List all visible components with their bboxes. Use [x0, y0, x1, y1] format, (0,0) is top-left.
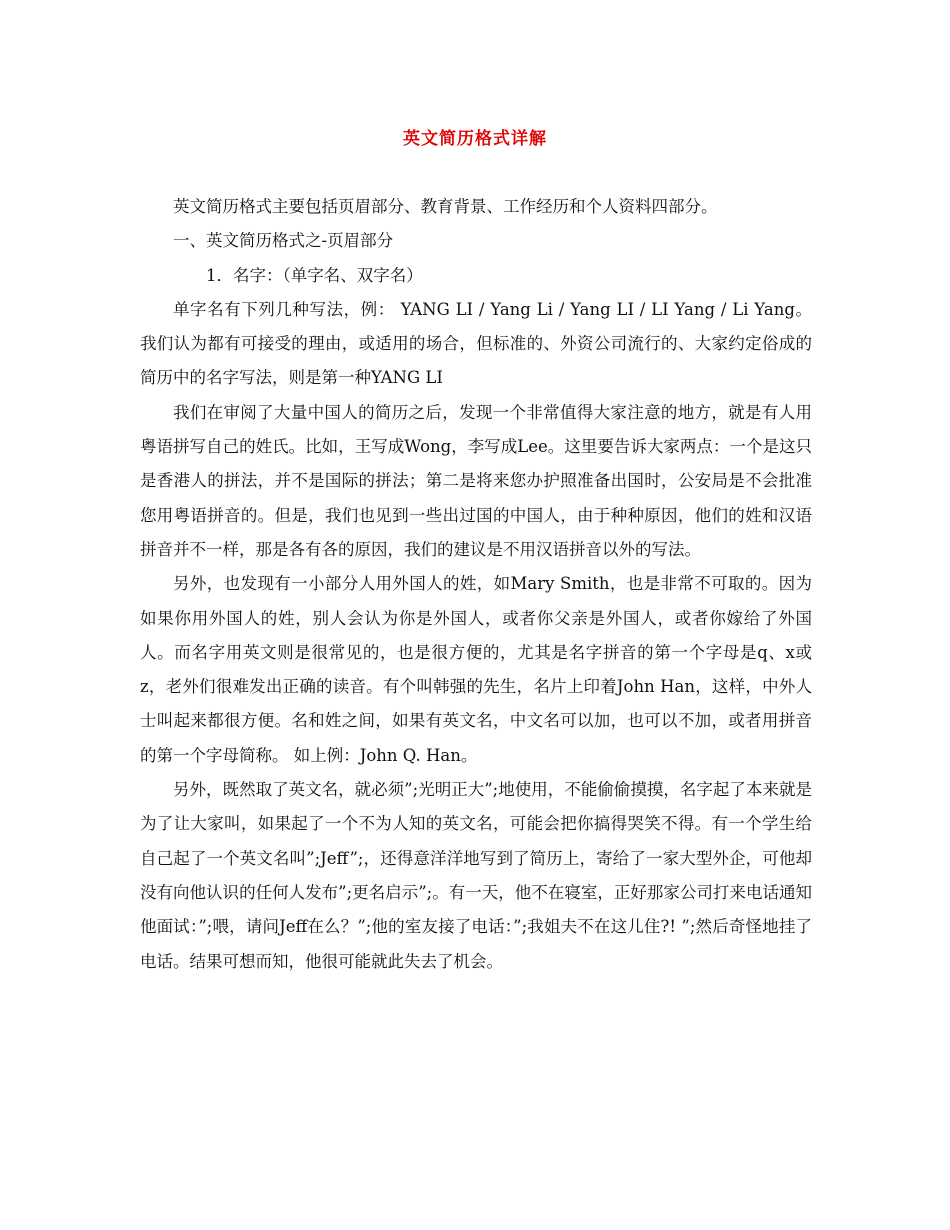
body-paragraph: 单字名有下列几种写法，例： YANG LI / Yang Li / Yang LI / LI Yang / Li Yang。我们认为都有可接受的理由，或适用的场合，但标准的、外资公司流行的、大家约定俗成的简历中的名字写法，则是第一种YANG LI — [140, 299, 812, 388]
section-heading: 一、英文简历格式之-页眉部分 — [173, 231, 394, 251]
intro-paragraph: 英文简历格式主要包括页眉部分、教育背景、工作经历和个人资料四部分。 — [173, 197, 718, 216]
document-title: 英文简历格式详解 — [403, 129, 547, 149]
body-paragraph: 我们在审阅了大量中国人的简历之后，发现一个非常值得大家注意的地方，就是有人用粤语拼写自己的姓氏。比如，王写成Wong，李写成Lee。这里要告诉大家两点：一个是这只是香港人的拼法，并不是国际的拼法；第二是将来您办护照准备出国时，公安局是不会批准您用粤语拼音的。但是，我们也见到一些出过国的中国人，由于种种原因，他们的姓和汉语拼音并不一样，那是各有各的原因，我们的建议是不用汉语拼音以外的写法。 — [140, 402, 812, 559]
body-paragraph: 另外，既然取了英文名，就必须”;光明正大”;地使用，不能偷偷摸摸，名字起了本来就是为了让大家叫，如果起了一个不为人知的英文名，可能会把你搞得哭笑不得。有一个学生给自己起了一个英文名叫”;Jeff”;，还得意洋洋地写到了简历上，寄给了一家大型外企，可他却没有向他认识的任何人发布”;更名启示”;。有一天，他不在寝室，正好那家公司打来电话通知他面试：”;喂，请问Jeff在么？”;他的室友接了电话：”;我姐夫不在这儿住?! ”;然后奇怪地挂了电话。结果可想而知，他很可能就此失去了机会。 — [140, 780, 812, 971]
document-body — [140, 190, 812, 979]
body-paragraph: 另外，也发现有一小部分人用外国人的姓，如Mary Smith，也是非常不可取的。因为如果你用外国人的姓，别人会认为你是外国人，或者你父亲是外国人，或者你嫁给了外国人。而名字用英文则是很常见的，也是很方便的，尤其是名字拼音的第一个字母是q、x或z，老外们很难发出正确的读音。有个叫韩强的先生，名片上印着John Han，这样，中外人士叫起来都很方便。名和姓之间，如果有英文名，中文名可以加，也可以不加，或者用拼音的第一个字母简称。 如上例：John Q. Han。 — [140, 574, 812, 765]
subsection-heading: 1．名字：（单字名、双字名） — [206, 265, 423, 285]
